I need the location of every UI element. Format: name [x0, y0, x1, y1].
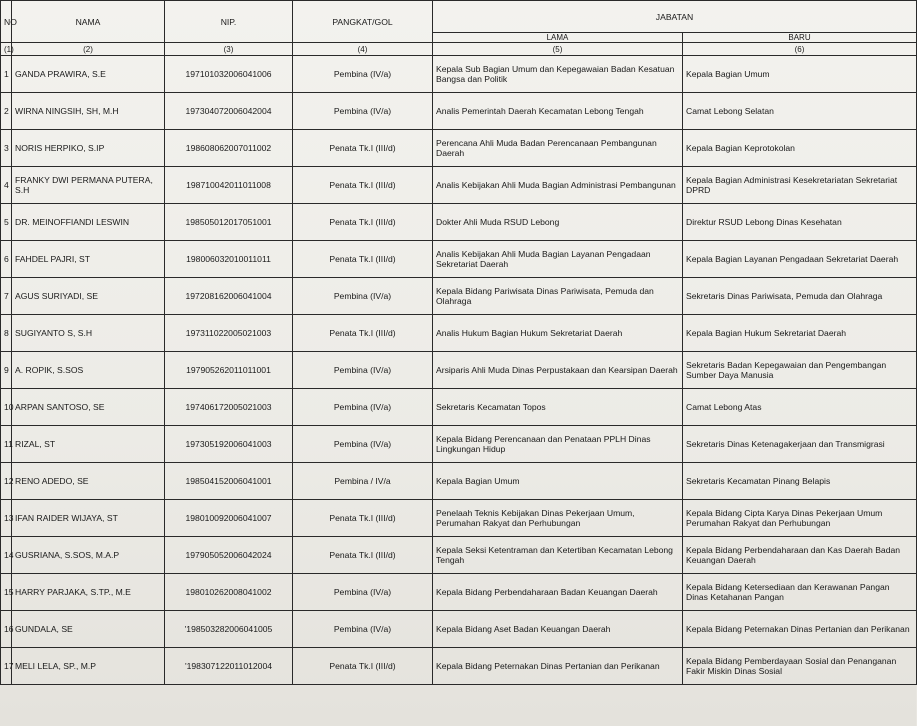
cell-nip: '198307122011012004	[165, 648, 293, 685]
cell-baru: Kepala Bidang Ketersediaan dan Kerawanan Pangan Dinas Ketahanan Pangan	[683, 574, 917, 611]
cell-baru: Kepala Bidang Pemberdayaan Sosial dan Penanganan Fakir Miskin Dinas Sosial	[683, 648, 917, 685]
table-row	[1, 426, 917, 463]
table-row	[1, 315, 917, 352]
cell-pangkat: Penata Tk.I (III/d)	[293, 241, 433, 278]
cell-nip: 197311022005021003	[165, 315, 293, 352]
cell-lama: Kepala Sub Bagian Umum dan Kepegawaian Badan Kesatuan Bangsa dan Politik	[433, 56, 683, 93]
header-nama: NAMA	[12, 1, 165, 43]
cell-pangkat: Pembina (IV/a)	[293, 93, 433, 130]
cell-lama: Analis Hukum Bagian Hukum Sekretariat Daerah	[433, 315, 683, 352]
cell-nama: SUGIYANTO S, S.H	[12, 315, 165, 352]
cell-baru: Direktur RSUD Lebong Dinas Kesehatan	[683, 204, 917, 241]
cell-nama: WIRNA NINGSIH, SH, M.H	[12, 93, 165, 130]
cell-no: 12	[1, 463, 12, 500]
cell-nip: 197406172005021003	[165, 389, 293, 426]
cell-nip: 197305192006041003	[165, 426, 293, 463]
cell-pangkat: Pembina / IV/a	[293, 463, 433, 500]
table-row	[1, 130, 917, 167]
cell-lama: Dokter Ahli Muda RSUD Lebong	[433, 204, 683, 241]
col-num-4: (4)	[293, 43, 433, 56]
col-num-3: (3)	[165, 43, 293, 56]
cell-pangkat: Pembina (IV/a)	[293, 352, 433, 389]
cell-baru: Kepala Bagian Hukum Sekretariat Daerah	[683, 315, 917, 352]
table-row	[1, 611, 917, 648]
cell-nip: 198710042011011008	[165, 167, 293, 204]
cell-baru: Camat Lebong Selatan	[683, 93, 917, 130]
cell-baru: Camat Lebong Atas	[683, 389, 917, 426]
header-baru: BARU	[683, 33, 917, 43]
cell-lama: Kepala Bagian Umum	[433, 463, 683, 500]
cell-nama: RENO ADEDO, SE	[12, 463, 165, 500]
table-row	[1, 241, 917, 278]
cell-lama: Analis Pemerintah Daerah Kecamatan Lebong Tengah	[433, 93, 683, 130]
table-row	[1, 167, 917, 204]
cell-pangkat: Penata Tk.I (III/d)	[293, 130, 433, 167]
cell-nip: 198505012017051001	[165, 204, 293, 241]
header-jabatan: JABATAN	[433, 1, 917, 33]
cell-pangkat: Penata Tk.I (III/d)	[293, 500, 433, 537]
cell-lama: Kepala Bidang Peternakan Dinas Pertanian dan Perikanan	[433, 648, 683, 685]
cell-baru: Sekretaris Dinas Ketenagakerjaan dan Transmigrasi	[683, 426, 917, 463]
cell-baru: Kepala Bidang Cipta Karya Dinas Pekerjaan Umum Perumahan Rakyat dan Perhubungan	[683, 500, 917, 537]
cell-nama: RIZAL, ST	[12, 426, 165, 463]
cell-pangkat: Pembina (IV/a)	[293, 389, 433, 426]
cell-nip: 197905052006042024	[165, 537, 293, 574]
cell-no: 13	[1, 500, 12, 537]
cell-baru: Kepala Bidang Perbendaharaan dan Kas Daerah Badan Keuangan Daerah	[683, 537, 917, 574]
table-row	[1, 204, 917, 241]
cell-nama: FAHDEL PAJRI, ST	[12, 241, 165, 278]
cell-nama: FRANKY DWI PERMANA PUTERA, S.H	[12, 167, 165, 204]
cell-lama: Kepala Seksi Ketentraman dan Ketertiban Kecamatan Lebong Tengah	[433, 537, 683, 574]
cell-baru: Kepala Bagian Keprotokolan	[683, 130, 917, 167]
cell-nama: A. ROPIK, S.SOS	[12, 352, 165, 389]
cell-no: 11	[1, 426, 12, 463]
cell-pangkat: Penata Tk.I (III/d)	[293, 167, 433, 204]
cell-baru: Sekretaris Dinas Pariwisata, Pemuda dan Olahraga	[683, 278, 917, 315]
cell-lama: Perencana Ahli Muda Badan Perencanaan Pembangunan Daerah	[433, 130, 683, 167]
cell-pangkat: Pembina (IV/a)	[293, 56, 433, 93]
cell-nip: 197101032006041006	[165, 56, 293, 93]
cell-nip: '198503282006041005	[165, 611, 293, 648]
table-row	[1, 389, 917, 426]
cell-lama: Kepala Bidang Perencanaan dan Penataan PPLH Dinas Lingkungan Hidup	[433, 426, 683, 463]
table-row	[1, 56, 917, 93]
cell-nip: 197208162006041004	[165, 278, 293, 315]
table-row	[1, 574, 917, 611]
cell-lama: Penelaah Teknis Kebijakan Dinas Pekerjaan Umum, Perumahan Rakyat dan Perhubungan	[433, 500, 683, 537]
cell-pangkat: Penata Tk.I (III/d)	[293, 648, 433, 685]
cell-lama: Analis Kebijakan Ahli Muda Bagian Layanan Pengadaan Sekretariat Daerah	[433, 241, 683, 278]
cell-no: 4	[1, 167, 12, 204]
table-row	[1, 537, 917, 574]
cell-no: 3	[1, 130, 12, 167]
cell-no: 5	[1, 204, 12, 241]
cell-pangkat: Pembina (IV/a)	[293, 574, 433, 611]
col-num-1: (1)	[1, 43, 12, 56]
col-num-5: (5)	[433, 43, 683, 56]
cell-nama: AGUS SURIYADI, SE	[12, 278, 165, 315]
table-row	[1, 500, 917, 537]
cell-pangkat: Penata Tk.I (III/d)	[293, 537, 433, 574]
header-lama: LAMA	[433, 33, 683, 43]
col-num-2: (2)	[12, 43, 165, 56]
cell-pangkat: Pembina (IV/a)	[293, 278, 433, 315]
cell-baru: Sekretaris Badan Kepegawaian dan Pengembangan Sumber Daya Manusia	[683, 352, 917, 389]
cell-nama: ARPAN SANTOSO, SE	[12, 389, 165, 426]
cell-baru: Sekretaris Kecamatan Pinang Belapis	[683, 463, 917, 500]
cell-no: 15	[1, 574, 12, 611]
cell-lama: Kepala Bidang Aset Badan Keuangan Daerah	[433, 611, 683, 648]
table-row	[1, 93, 917, 130]
cell-pangkat: Penata Tk.I (III/d)	[293, 204, 433, 241]
cell-nip: 198504152006041001	[165, 463, 293, 500]
cell-lama: Sekretaris Kecamatan Topos	[433, 389, 683, 426]
cell-no: 16	[1, 611, 12, 648]
cell-lama: Analis Kebijakan Ahli Muda Bagian Administrasi Pembangunan	[433, 167, 683, 204]
cell-nip: 197304072006042004	[165, 93, 293, 130]
cell-baru: Kepala Bidang Peternakan Dinas Pertanian dan Perikanan	[683, 611, 917, 648]
cell-lama: Kepala Bidang Perbendaharaan Badan Keuangan Daerah	[433, 574, 683, 611]
cell-no: 7	[1, 278, 12, 315]
table-row	[1, 463, 917, 500]
cell-baru: Kepala Bagian Administrasi Kesekretariatan Sekretariat DPRD	[683, 167, 917, 204]
cell-pangkat: Pembina (IV/a)	[293, 426, 433, 463]
header-pangkat: PANGKAT/GOL	[293, 1, 433, 43]
table-row	[1, 648, 917, 685]
cell-nip: 198006032010011011	[165, 241, 293, 278]
table-row	[1, 352, 917, 389]
cell-nip: 197905262011011001	[165, 352, 293, 389]
cell-lama: Arsiparis Ahli Muda Dinas Perpustakaan dan Kearsipan Daerah	[433, 352, 683, 389]
header-nip: NIP.	[165, 1, 293, 43]
cell-no: 14	[1, 537, 12, 574]
cell-no: 6	[1, 241, 12, 278]
cell-nama: GUSRIANA, S.SOS, M.A.P	[12, 537, 165, 574]
cell-nama: DR. MEINOFFIANDI LESWIN	[12, 204, 165, 241]
cell-no: 8	[1, 315, 12, 352]
cell-nip: 198010092006041007	[165, 500, 293, 537]
cell-baru: Kepala Bagian Layanan Pengadaan Sekretariat Daerah	[683, 241, 917, 278]
cell-no: 9	[1, 352, 12, 389]
header-no: NO	[1, 1, 12, 43]
table-row	[1, 278, 917, 315]
cell-nama: IFAN RAIDER WIJAYA, ST	[12, 500, 165, 537]
cell-nip: 198010262008041002	[165, 574, 293, 611]
cell-nama: NORIS HERPIKO, S.IP	[12, 130, 165, 167]
cell-pangkat: Pembina (IV/a)	[293, 611, 433, 648]
cell-no: 1	[1, 56, 12, 93]
cell-no: 2	[1, 93, 12, 130]
col-num-6: (6)	[683, 43, 917, 56]
cell-nama: GANDA PRAWIRA, S.E	[12, 56, 165, 93]
cell-no: 10	[1, 389, 12, 426]
cell-nama: MELI LELA, SP., M.P	[12, 648, 165, 685]
cell-nama: HARRY PARJAKA, S.TP., M.E	[12, 574, 165, 611]
cell-lama: Kepala Bidang Pariwisata Dinas Pariwisata, Pemuda dan Olahraga	[433, 278, 683, 315]
cell-pangkat: Penata Tk.I (III/d)	[293, 315, 433, 352]
cell-baru: Kepala Bagian Umum	[683, 56, 917, 93]
cell-nip: 198608062007011002	[165, 130, 293, 167]
cell-no: 17	[1, 648, 12, 685]
cell-nama: GUNDALA, SE	[12, 611, 165, 648]
